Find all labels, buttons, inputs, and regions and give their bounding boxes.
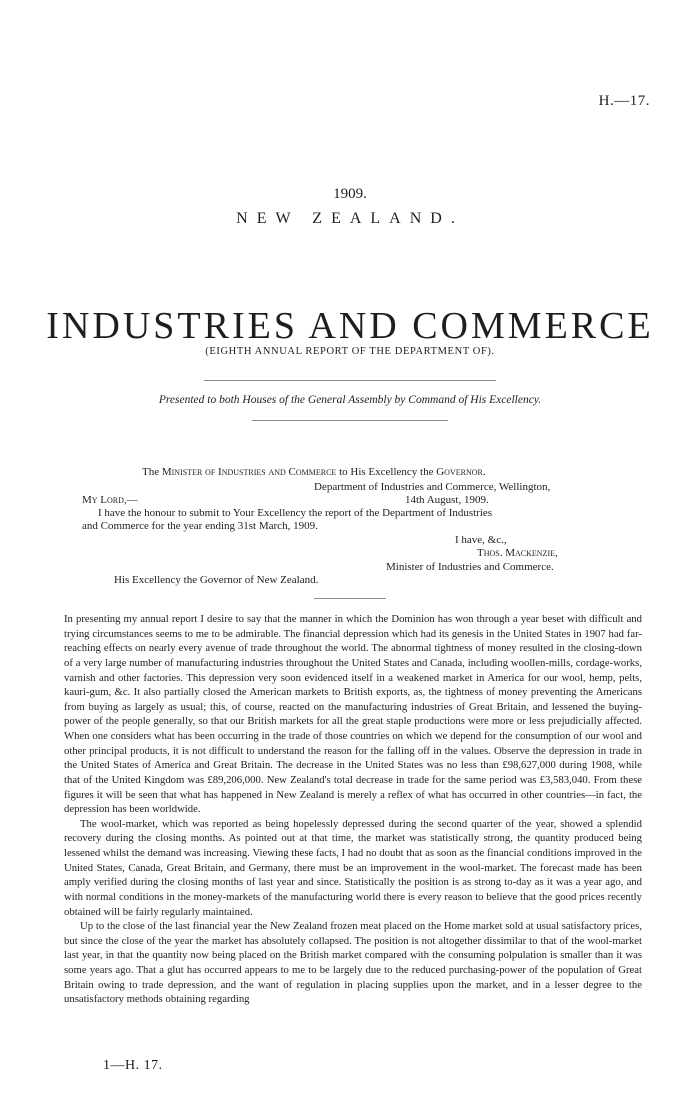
- letter-from-to: to His Excellency the: [339, 466, 434, 478]
- report-subtitle: (EIGHTH ANNUAL REPORT OF THE DEPARTMENT OF).: [205, 346, 495, 357]
- letter-from-prefix: The: [142, 466, 160, 478]
- sheet-reference: 1—H. 17.: [103, 1058, 163, 1073]
- paper-reference: H.—17.: [598, 93, 650, 109]
- presentation-line: Presented to both Houses of the General Assembly by Command of His Excellency.: [158, 394, 542, 406]
- letter-closing: I have, &c.,: [455, 534, 507, 546]
- report-title: INDUSTRIES AND COMMERCE: [46, 305, 654, 347]
- body-paragraph-3: Up to the close of the last financial year the New Zealand frozen meat placed on the Home market sold at usual satisfactory prices, but since the close of the year the market has absolutely collapsed. The position is not altogether dissimilar to that of the wool-market last year, in that the quantity now being placed on the British market compared with the consuming polpulation is smaller than it was some years ago. That a glut has occurred appears to me to be largely due to the reduced purchasing-power of the population of Great Britain owing to trade depression, and the want of regulation in placing supplies upon the market, and in a lesser degree to the unsatisfactory methods obtaining regarding: [64, 920, 642, 1006]
- letter-addressee: His Excellency the Governor of New Zealand.: [114, 574, 319, 586]
- body-paragraph-2: The wool-market, which was reported as being hopelessly depressed during the second quarter of the year, showed a splendid recovery during the closing months. As pointed out at that time, the market was statistically strong, the quantity produced being lessened whilst the demand was increasing. Viewing these facts, I had no doubt that as soon as the financial conditions improved in the United States, Canada, Great Britain, and Germany, there must be an improvement in the wool-market. The forecast made has been amply verified during the closing months of last year and since. Statistically the position is as strong to-day as it was a year ago, and with normal conditions in the money-markets of the manufacturing world there is every reason to believe that the good prices recently obtained will be fairly regularly maintained.: [64, 817, 642, 918]
- letter-body-line-1: I have the honour to submit to Your Excellency the report of the Department of Industries: [98, 507, 493, 519]
- divider-rule: [314, 598, 386, 599]
- letter-signatory-title: Minister of Industries and Commerce.: [386, 561, 554, 573]
- body-paragraph-1: In presenting my annual report I desire to say that the manner in which the Dominion has won through a year beset with difficult and trying circumstances seems to me to be admirable. The financial depression which had its genesis in the United States in 1907 had far-reaching effects on nearly every avenue of trade throughout the world. The abnormal tightness of money resulted in the closing-down of a very large number of manufacturing industries throughout the United States and Canada, including woollen-mills, cordage-works, varnish and other factories. This depression very soon evidenced itself in a weakened market in America for our wool, hemp, pelts, kauri-gum, &c. It also partially closed the American markets to British exports, as, the tightness of money preventing the Americans from buying as largely as usual; this, of course, reacted on the manufacturing industries of Great Britain, and lessened the buying-power of the people generally, so that our British markets for all the great staple productions were more or less prejudicially affected. When one considers what has been occurring in the trade of those countries on which we depend for the consumption of our wool and other principal products, it is not difficult to understand the reason for the falling off in the values. Observe the depression in trade in the United States of America and Great Britain. The decrease in the United States was no less than £98,627,000 during 1908, while that of the United Kingdom was £89,206,000. New Zealand's total decrease in trade for the same period was £3,583,040. From these figures it will be seen that what has happened in New Zealand is merely a reflex of what has occurred in other countries—in fact, the depression has been worldwide.: [64, 613, 642, 816]
- divider-rule: [252, 420, 448, 421]
- report-year: 1909.: [333, 186, 367, 202]
- letter-signature: Thos. Mackenzie,: [477, 547, 558, 559]
- report-body: [64, 612, 642, 1007]
- letter-to-title: Governor.: [436, 466, 486, 478]
- letter-from-line: [142, 466, 486, 478]
- letter-address: Department of Industries and Commerce, Wellington,: [314, 481, 551, 493]
- letter-from-title: Minister of Industries and Commerce: [161, 466, 337, 478]
- country-heading: NEW ZEALAND.: [236, 210, 464, 227]
- letter-body-line-2: and Commerce for the year ending 31st March, 1909.: [82, 520, 318, 532]
- letter-salutation: My Lord,—: [82, 494, 138, 506]
- divider-rule: [204, 380, 496, 381]
- letter-date: 14th August, 1909.: [405, 494, 489, 506]
